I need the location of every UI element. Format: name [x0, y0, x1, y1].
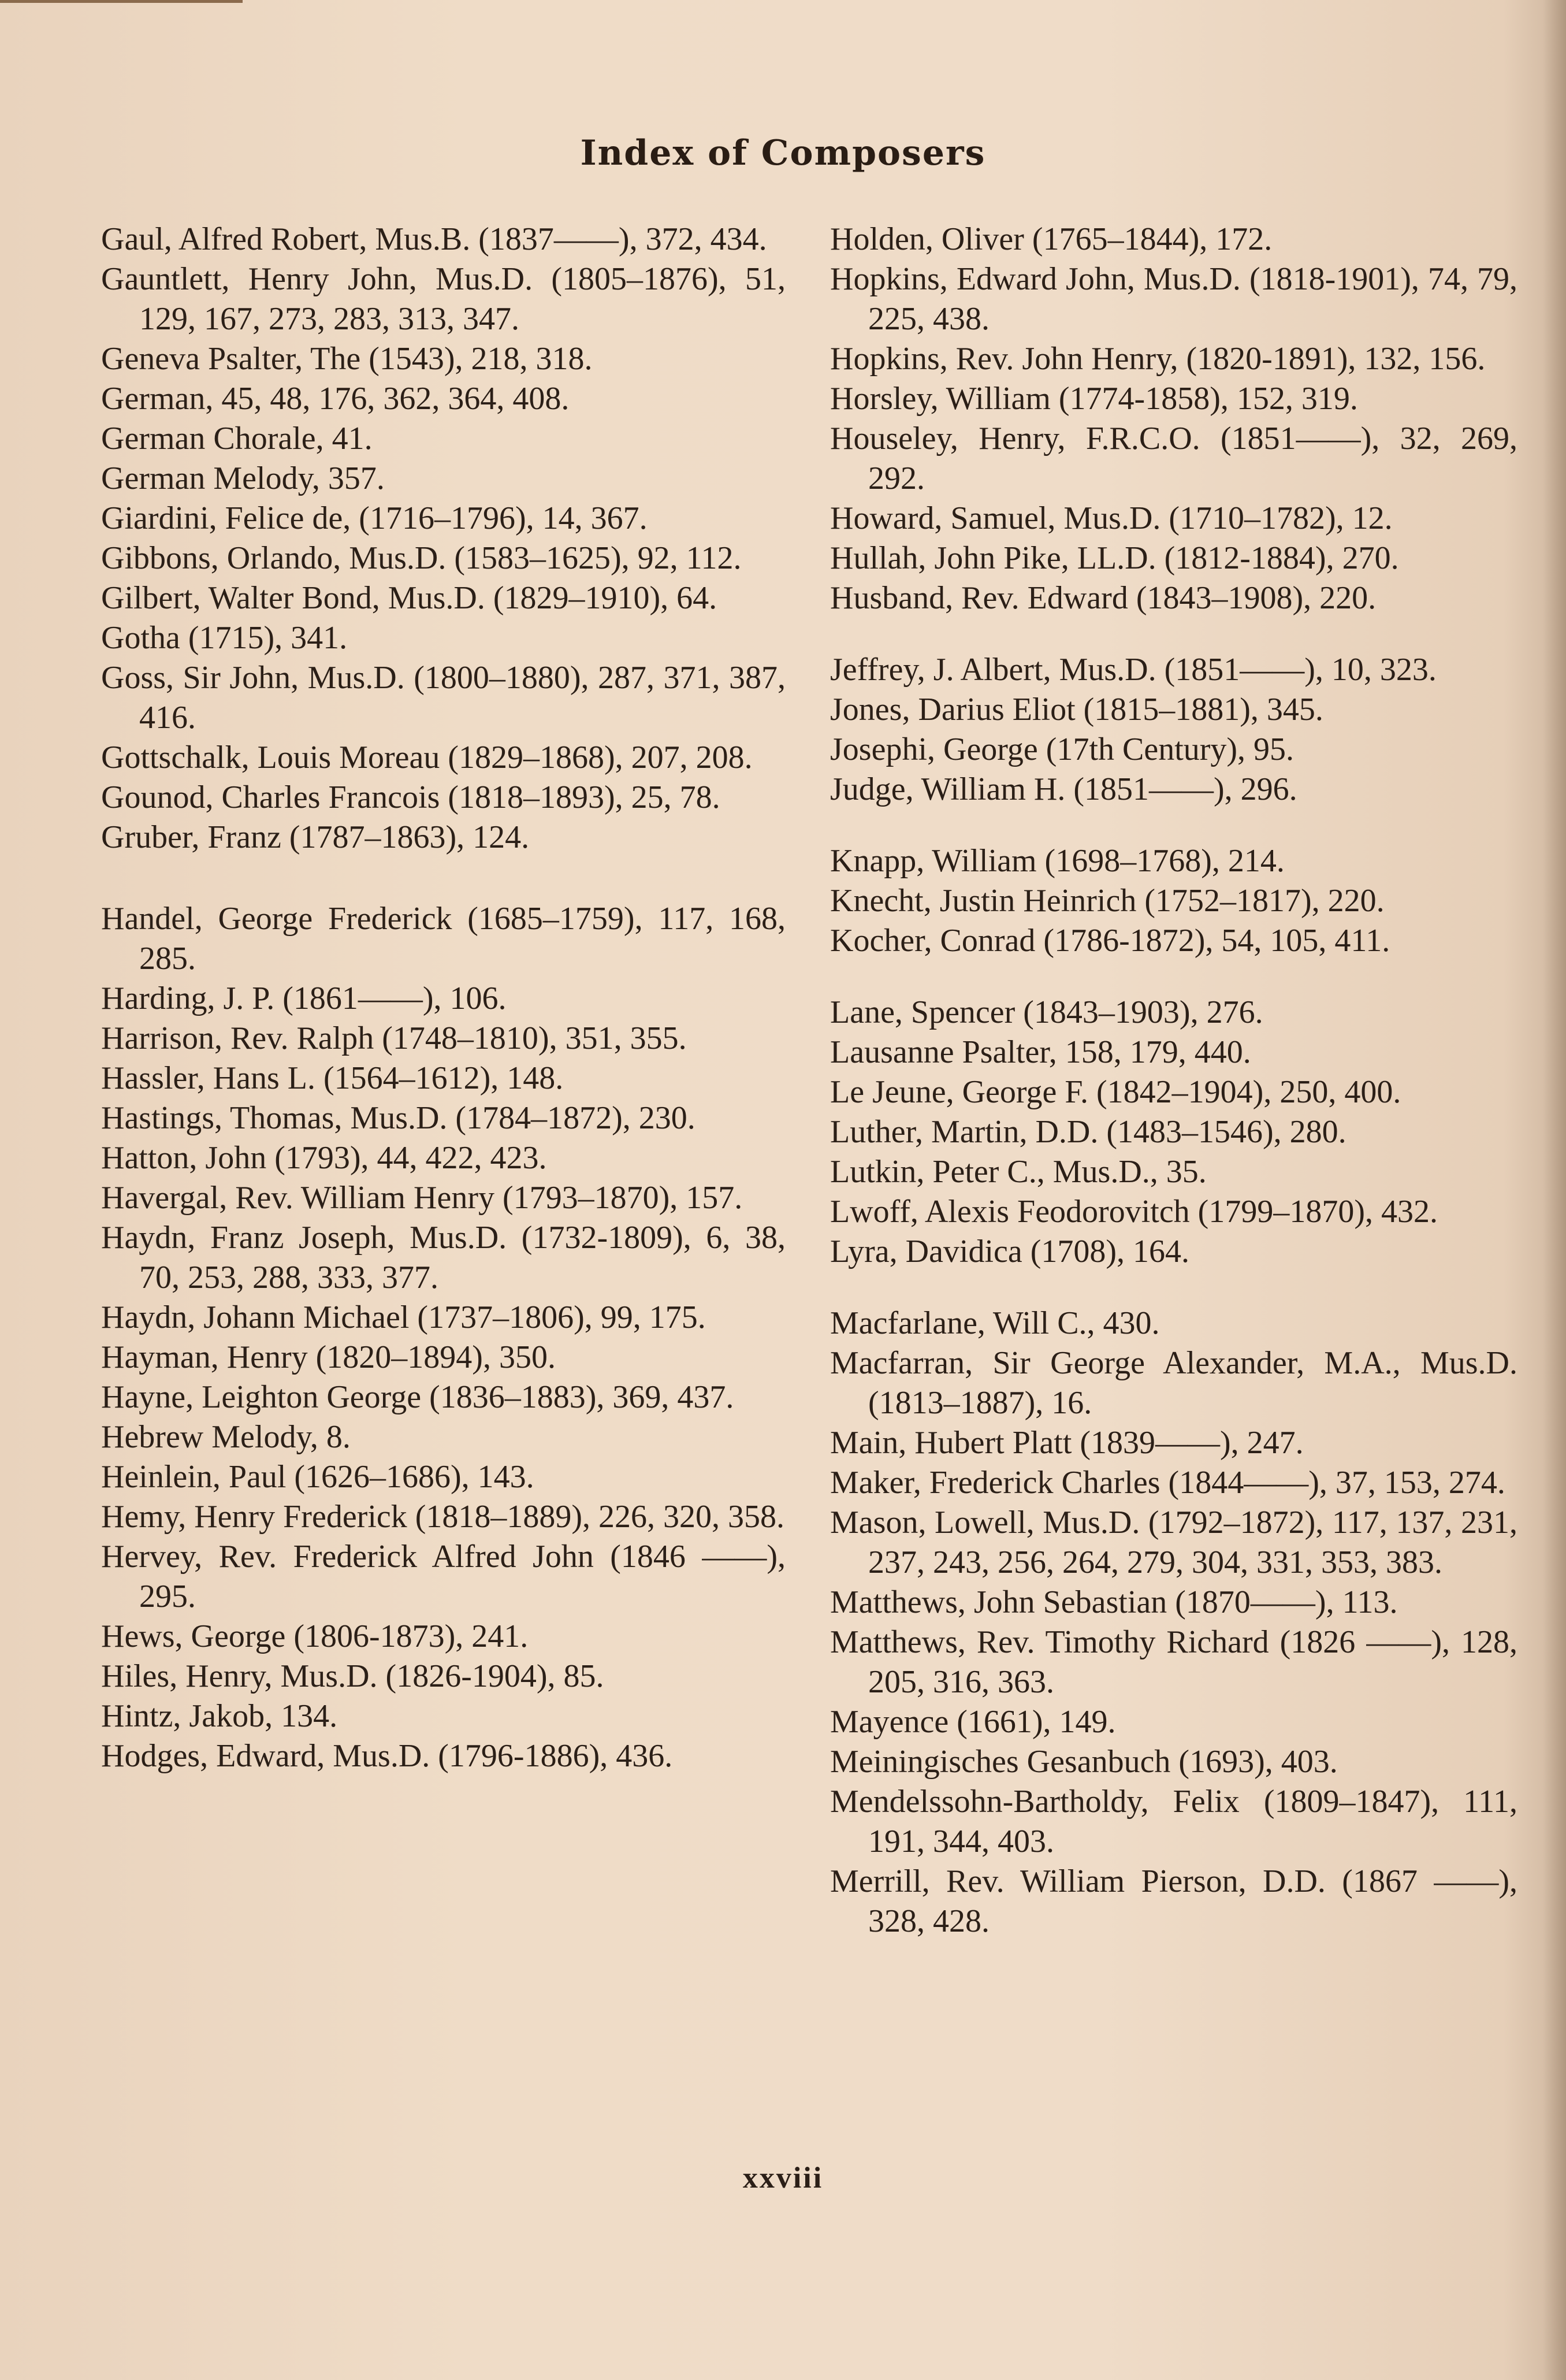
index-entry: Lwoff, Alexis Feodorovitch (1799–1870), 432. [830, 1194, 1438, 1230]
index-entry: Main, Hubert Platt (1839——), 247. [830, 1425, 1304, 1461]
index-entry: Lausanne Psalter, 158, 179, 440. [830, 1034, 1251, 1070]
index-entry: Mendelssohn-Bartholdy, Felix (1809–1847), 111, 191, 344, 403. [830, 1784, 1517, 1859]
index-entry: Gruber, Franz (1787–1863), 124. [101, 819, 530, 855]
page-number: xxviii [742, 2162, 824, 2195]
index-entry: Knapp, William (1698–1768), 214. [830, 843, 1285, 879]
index-entry: Heinlein, Paul (1626–1686), 143. [101, 1459, 534, 1495]
index-entry: Gounod, Charles Francois (1818–1893), 25, 78. [101, 779, 720, 815]
index-entry: Hebrew Melody, 8. [101, 1419, 351, 1455]
index-entry: German, 45, 48, 176, 362, 364, 408. [101, 381, 570, 417]
index-entry: Howard, Samuel, Mus.D. (1710–1782), 12. [830, 500, 1393, 536]
index-entry: Houseley, Henry, F.R.C.O. (1851——), 32, 269, 292. [830, 421, 1517, 496]
index-entry: Harrison, Rev. Ralph (1748–1810), 351, 355. [101, 1020, 687, 1056]
index-entry: Geneva Psalter, The (1543), 218, 318. [101, 341, 593, 377]
index-entry: Hiles, Henry, Mus.D. (1826-1904), 85. [101, 1658, 604, 1694]
index-entry: Lutkin, Peter C., Mus.D., 35. [830, 1154, 1207, 1190]
index-entry: Mason, Lowell, Mus.D. (1792–1872), 117, 137, 231, 237, 243, 256, 264, 279, 304, 331, 353, 383. [830, 1505, 1517, 1580]
index-entry: German Chorale, 41. [101, 421, 373, 456]
index-entry: Hassler, Hans L. (1564–1612), 148. [101, 1060, 564, 1096]
index-entry: Lane, Spencer (1843–1903), 276. [830, 994, 1263, 1030]
index-entry: Gilbert, Walter Bond, Mus.D. (1829–1910), 64. [101, 580, 717, 616]
index-entry: Holden, Oliver (1765–1844), 172. [830, 221, 1273, 257]
index-entry: Hatton, John (1793), 44, 422, 423. [101, 1140, 547, 1176]
index-entry: Le Jeune, George F. (1842–1904), 250, 400. [830, 1074, 1401, 1110]
index-entry: Hemy, Henry Frederick (1818–1889), 226, 320, 358. [101, 1499, 785, 1535]
index-entry: Jeffrey, J. Albert, Mus.D. (1851——), 10, 323. [830, 652, 1437, 688]
section-gap [830, 1272, 1517, 1304]
index-entry: Horsley, William (1774-1858), 152, 319. [830, 381, 1358, 417]
top-rule [0, 0, 243, 3]
index-entry: Matthews, Rev. Timothy Richard (1826 ——), 128, 205, 316, 363. [830, 1624, 1517, 1700]
index-entry: Handel, George Frederick (1685–1759), 117, 168, 285. [101, 901, 786, 976]
section-gap [830, 810, 1517, 841]
index-entry: Gottschalk, Louis Moreau (1829–1868), 207, 208. [101, 740, 753, 775]
index-entry: Macfarlane, Will C., 430. [830, 1305, 1160, 1341]
index-entry: Hervey, Rev. Frederick Alfred John (1846 ——), 295. [101, 1539, 786, 1614]
index-entry: Jones, Darius Eliot (1815–1881), 345. [830, 692, 1323, 727]
index-entry: Gibbons, Orlando, Mus.D. (1583–1625), 92, 112. [101, 540, 742, 576]
index-entry: Hews, George (1806-1873), 241. [101, 1618, 529, 1654]
index-entry: Hayne, Leighton George (1836–1883), 369, 437. [101, 1379, 734, 1415]
index-entry: Matthews, John Sebastian (1870——), 113. [830, 1584, 1398, 1620]
index-entry: Kocher, Conrad (1786-1872), 54, 105, 411. [830, 923, 1390, 959]
index-entry: Giardini, Felice de, (1716–1796), 14, 367. [101, 500, 648, 536]
index-entry: Hayman, Henry (1820–1894), 350. [101, 1339, 556, 1375]
index-entry: Havergal, Rev. William Henry (1793–1870), 157. [101, 1180, 743, 1216]
index-entry: Hullah, John Pike, LL.D. (1812-1884), 270. [830, 540, 1399, 576]
index-column-right [830, 220, 1517, 1941]
index-entry: Meiningisches Gesanbuch (1693), 403. [830, 1744, 1338, 1780]
index-entry: Gaul, Alfred Robert, Mus.B. (1837——), 372, 434. [101, 221, 767, 257]
index-entry: Hodges, Edward, Mus.D. (1796-1886), 436. [101, 1738, 673, 1774]
index-entry: Josephi, George (17th Century), 95. [830, 732, 1295, 767]
index-entry: Luther, Martin, D.D. (1483–1546), 280. [830, 1114, 1346, 1150]
index-entry: Haydn, Franz Joseph, Mus.D. (1732-1809), 6, 38, 70, 253, 288, 333, 377. [101, 1220, 786, 1295]
index-entry: Hintz, Jakob, 134. [101, 1698, 338, 1734]
index-entry: Judge, William H. (1851——), 296. [830, 771, 1297, 807]
index-entry: Hopkins, Rev. John Henry, (1820-1891), 132, 156. [830, 341, 1486, 377]
index-entry: German Melody, 357. [101, 461, 385, 496]
index-entry: Macfarran, Sir George Alexander, M.A., Mus.D. (1813–1887), 16. [830, 1345, 1517, 1421]
index-entry: Husband, Rev. Edward (1843–1908), 220. [830, 580, 1377, 616]
index-entry: Hastings, Thomas, Mus.D. (1784–1872), 230. [101, 1100, 695, 1136]
page-edge-shadow [1543, 0, 1566, 2380]
index-entry: Mayence (1661), 149. [830, 1704, 1116, 1740]
section-gap [101, 857, 786, 899]
index-entry: Lyra, Davidica (1708), 164. [830, 1234, 1190, 1269]
index-entry: Hopkins, Edward John, Mus.D. (1818-1901), 74, 79, 225, 438. [830, 261, 1517, 337]
index-entry: Knecht, Justin Heinrich (1752–1817), 220. [830, 883, 1385, 919]
index-entry: Gotha (1715), 341. [101, 620, 348, 656]
index-column-left [101, 220, 786, 1776]
index-entry: Harding, J. P. (1861——), 106. [101, 981, 507, 1016]
section-gap [830, 618, 1517, 650]
index-entry: Merrill, Rev. William Pierson, D.D. (1867 ——), 328, 428. [830, 1863, 1517, 1939]
index-entry: Goss, Sir John, Mus.D. (1800–1880), 287, 371, 387, 416. [101, 660, 786, 736]
index-entry: Gauntlett, Henry John, Mus.D. (1805–1876), 51, 129, 167, 273, 283, 313, 347. [101, 261, 786, 337]
page-title: Index of Composers [580, 133, 986, 173]
index-entry: Haydn, Johann Michael (1737–1806), 99, 175. [101, 1299, 706, 1335]
index-entry: Maker, Frederick Charles (1844——), 37, 153, 274. [830, 1465, 1505, 1501]
section-gap [830, 961, 1517, 993]
